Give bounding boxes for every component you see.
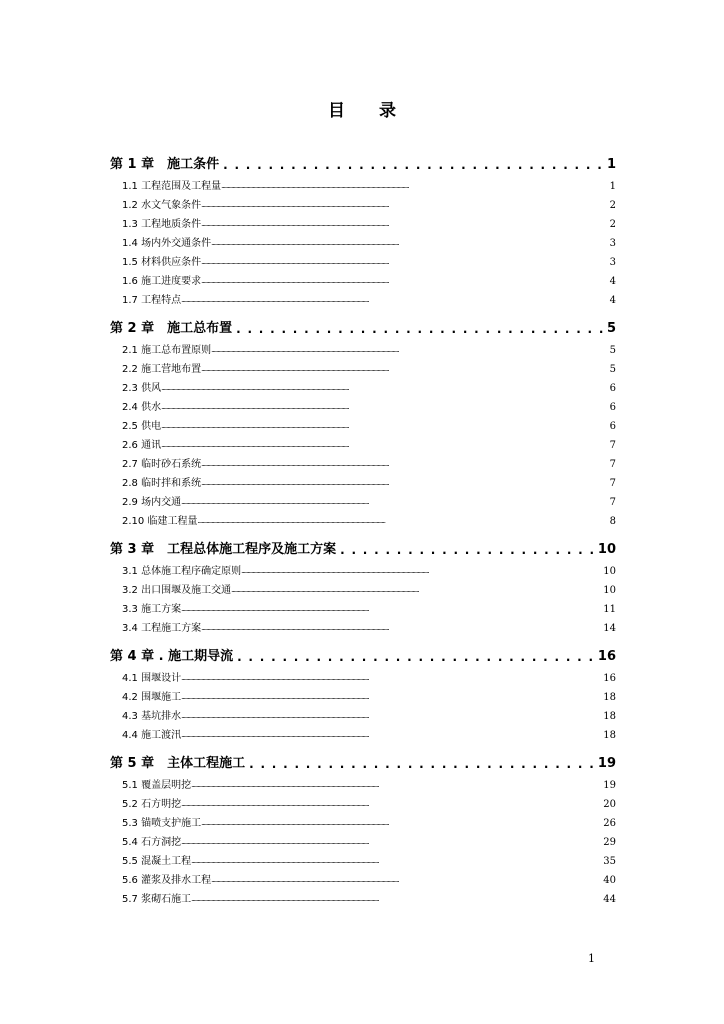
toc-section-item[interactable] [110,379,616,398]
toc-leader [211,341,610,360]
toc-leader [233,645,596,669]
toc-section-page: 18 [603,692,616,703]
page-title: 目 录 [328,101,396,121]
toc-section-item[interactable] [110,493,616,512]
toc-section-page: 4 [609,295,616,306]
toc-leader [161,379,610,398]
toc-section-item[interactable] [110,600,616,619]
toc-leader [191,890,603,909]
toc-chapter-page: 1 [606,157,616,172]
toc-section-label: 2.8 临时拌和系统 [122,478,202,489]
toc-section-item[interactable] [110,360,616,379]
table-of-contents [110,146,616,909]
toc-section-label: 3.1 总体施工程序确定原则 [122,566,242,577]
toc-section-label: 4.1 围堰设计 [122,673,182,684]
toc-section-page: 44 [603,894,616,905]
toc-leader [241,562,603,581]
toc-section-item[interactable] [110,688,616,707]
toc-leader [221,177,610,196]
toc-leader [201,215,610,234]
toc-section-page: 7 [609,478,616,489]
toc-chapter-5[interactable] [110,752,616,776]
toc-chapter-1[interactable] [110,153,616,177]
page-number: 1 [588,952,595,965]
toc-section-item[interactable] [110,833,616,852]
toc-section-page: 2 [609,219,616,230]
toc-section-page: 18 [603,711,616,722]
toc-leader [181,707,603,726]
toc-section-label: 5.1 覆盖层明挖 [122,780,192,791]
toc-section-item[interactable] [110,562,616,581]
toc-section-label: 2.7 临时砂石系统 [122,459,202,470]
toc-section-item[interactable] [110,707,616,726]
toc-leader [211,234,610,253]
toc-section-label: 1.7 工程特点 [122,295,182,306]
toc-leader [245,752,596,776]
toc-leader [191,776,603,795]
toc-section-label: 5.2 石方明挖 [122,799,182,810]
toc-section-label: 2.9 场内交通 [122,497,182,508]
toc-chapter-label: 第 5 章 主体工程施工 [110,756,246,771]
toc-chapter-page: 10 [597,542,616,557]
toc-section-label: 3.4 工程施工方案 [122,623,202,634]
toc-leader [201,253,610,272]
toc-leader [161,398,610,417]
toc-section-label: 1.5 材料供应条件 [122,257,202,268]
toc-section-page: 5 [609,364,616,375]
toc-section-label: 2.6 通讯 [122,440,162,451]
toc-section-label: 5.5 混凝土工程 [122,856,192,867]
toc-section-page: 7 [609,440,616,451]
toc-section-label: 2.1 施工总布置原则 [122,345,212,356]
toc-section-label: 4.3 基坑排水 [122,711,182,722]
toc-section-label: 2.3 供风 [122,383,162,394]
toc-leader [201,814,603,833]
toc-section-item[interactable] [110,871,616,890]
toc-chapter-2[interactable] [110,317,616,341]
toc-section-page: 10 [603,566,616,577]
toc-section-label: 4.4 施工渡汛 [122,730,182,741]
toc-chapter-label: 第 2 章 施工总布置 [110,321,233,336]
toc-section-page: 3 [609,238,616,249]
toc-section-item[interactable] [110,272,616,291]
toc-leader [181,291,610,310]
toc-section-item[interactable] [110,215,616,234]
toc-section-item[interactable] [110,253,616,272]
toc-section-page: 20 [603,799,616,810]
toc-leader [181,726,603,745]
toc-section-page: 19 [603,780,616,791]
toc-section-page: 11 [603,604,616,615]
toc-section-item[interactable] [110,177,616,196]
toc-chapter-label: 第 4 章 . 施工期导流 [110,649,234,664]
toc-leader [191,852,603,871]
toc-section-item[interactable] [110,726,616,745]
toc-leader [181,669,603,688]
toc-section-item[interactable] [110,581,616,600]
toc-leader [201,455,610,474]
toc-leader [181,833,603,852]
toc-chapter-page: 5 [606,321,616,336]
toc-section-item[interactable] [110,291,616,310]
toc-leader [201,619,603,638]
toc-leader [219,153,605,177]
toc-leader [197,512,609,531]
toc-section-page: 18 [603,730,616,741]
toc-section-label: 5.4 石方洞挖 [122,837,182,848]
toc-section-page: 8 [609,516,616,527]
toc-section-page: 1 [609,181,616,192]
toc-section-page: 40 [603,875,616,886]
toc-section-label: 2.4 供水 [122,402,162,413]
toc-section-label: 2.2 施工营地布置 [122,364,202,375]
toc-section-page: 6 [609,402,616,413]
toc-section-label: 1.1 工程范围及工程量 [122,181,222,192]
toc-section-label: 2.10 临建工程量 [122,516,198,527]
toc-section-page: 10 [603,585,616,596]
toc-section-item[interactable] [110,619,616,638]
toc-section-item[interactable] [110,852,616,871]
toc-section-label: 4.2 围堰施工 [122,692,182,703]
toc-section-label: 1.2 水文气象条件 [122,200,202,211]
toc-section-label: 5.7 浆砌石施工 [122,894,192,905]
toc-leader [211,871,603,890]
toc-section-page: 4 [609,276,616,287]
toc-section-page: 2 [609,200,616,211]
toc-section-label: 3.3 施工方案 [122,604,182,615]
toc-section-item[interactable] [110,474,616,493]
toc-section-item[interactable] [110,669,616,688]
toc-section-item[interactable] [110,398,616,417]
toc-section-label: 1.4 场内外交通条件 [122,238,212,249]
toc-section-label: 5.6 灌浆及排水工程 [122,875,212,886]
toc-leader [181,493,610,512]
toc-section-label: 1.6 施工进度要求 [122,276,202,287]
toc-leader [181,795,603,814]
toc-section-page: 14 [603,623,616,634]
toc-section-item[interactable] [110,417,616,436]
toc-chapter-3[interactable] [110,538,616,562]
toc-section-item[interactable] [110,776,616,795]
toc-section-page: 26 [603,818,616,829]
toc-section-label: 3.2 出口围堰及施工交通 [122,585,232,596]
toc-section-item[interactable] [110,814,616,833]
toc-chapter-4[interactable] [110,645,616,669]
toc-section-label: 5.3 锚喷支护施工 [122,818,202,829]
toc-leader [231,581,603,600]
toc-section-item[interactable] [110,436,616,455]
toc-section-item[interactable] [110,795,616,814]
toc-section-item[interactable] [110,341,616,360]
toc-chapter-label: 第 3 章 工程总体施工程序及施工方案 [110,542,337,557]
toc-leader [161,436,610,455]
toc-section-page: 16 [603,673,616,684]
toc-section-page: 6 [609,383,616,394]
toc-leader [201,360,610,379]
toc-leader [181,688,603,707]
toc-leader [232,317,605,341]
toc-chapter-label: 第 1 章 施工条件 [110,157,220,172]
toc-leader [201,474,610,493]
toc-leader [201,272,610,291]
toc-chapter-page: 16 [597,649,616,664]
toc-section-item[interactable] [110,512,616,531]
toc-leader [336,538,596,562]
toc-section-page: 7 [609,459,616,470]
toc-leader [161,417,610,436]
toc-section-page: 6 [609,421,616,432]
toc-section-label: 1.3 工程地质条件 [122,219,202,230]
toc-section-label: 2.5 供电 [122,421,162,432]
toc-section-item[interactable] [110,196,616,215]
toc-section-page: 3 [609,257,616,268]
toc-section-item[interactable] [110,234,616,253]
toc-section-page: 7 [609,497,616,508]
toc-section-page: 5 [609,345,616,356]
toc-section-page: 29 [603,837,616,848]
toc-chapter-page: 19 [597,756,616,771]
toc-section-item[interactable] [110,890,616,909]
toc-section-item[interactable] [110,455,616,474]
toc-section-page: 35 [603,856,616,867]
toc-leader [181,600,603,619]
toc-leader [201,196,610,215]
